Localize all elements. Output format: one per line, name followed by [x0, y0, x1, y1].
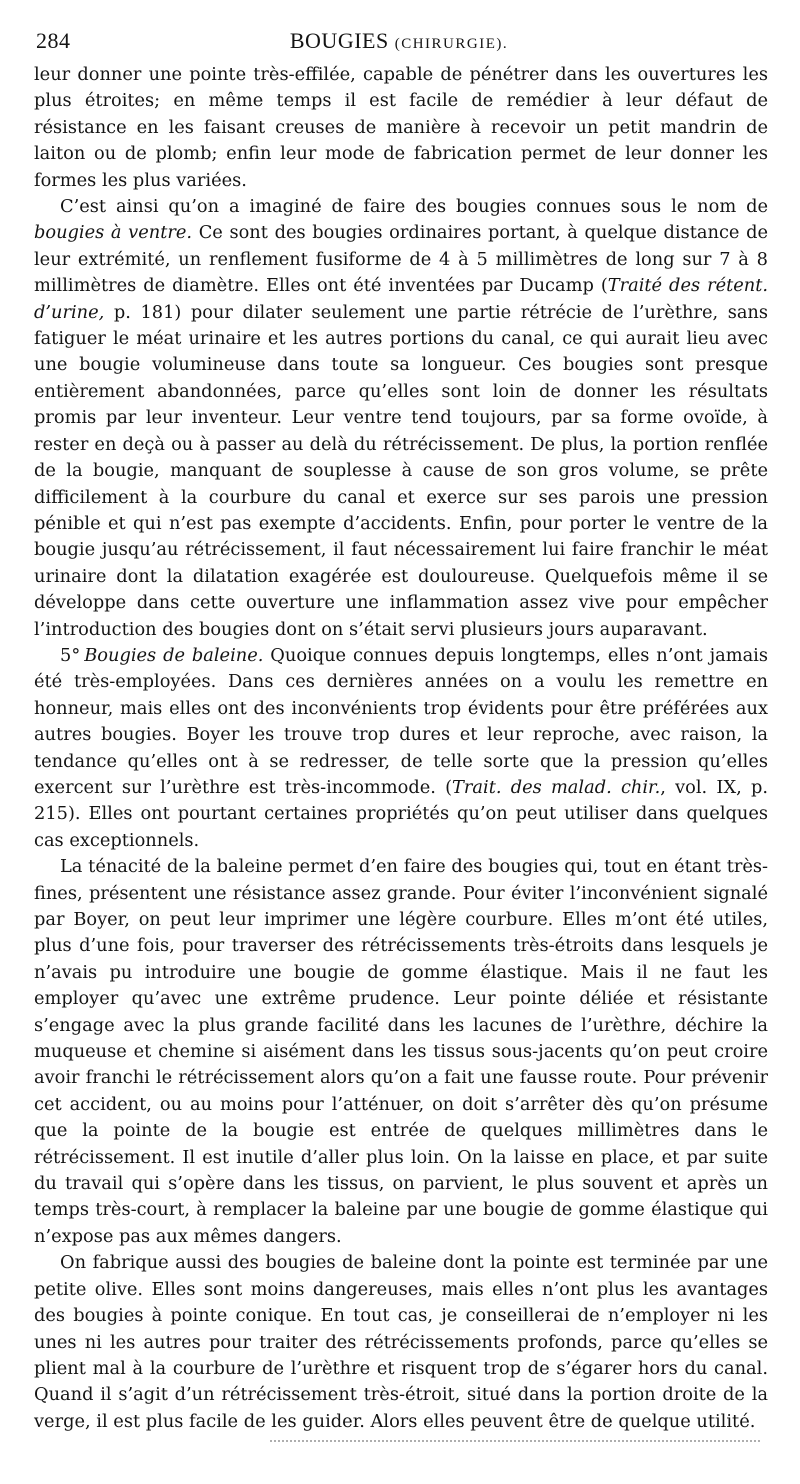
- citation-title: Traité des rétent. d’urine,: [34, 275, 769, 323]
- page-number: 284: [36, 28, 71, 53]
- paragraph-text: Quoique connues depuis longtemps, elles n’ont jamais été très-employées. Dans ces dernières années on a voulu les remettre en honneur, mais elles ont des inconvénients trop évidents pour être préférées aux autres bougies. Boyer les trouve trop dures et leur reproche, avec raison, la tendance qu’elles ont à se redresser, de telle sorte que la pression qu’elles exercent sur l’urèthre est très-incommode. (: [34, 644, 768, 798]
- paragraph-continued: leur donner une pointe très-effilée, capable de pénétrer dans les ouvertures les plus étroites; en même temps il est facile de remédier à leur défaut de résistance en les faisant creuses de manière à recevoir un petit mandrin de laiton ou de plomb; enfin leur mode de fabrication permet de leur donner les formes les plus variées.: [34, 64, 768, 191]
- footer-dotted-rule: [270, 1440, 760, 1442]
- paragraph-text: p. 181) pour dilater seulement une partie rétrécie de l’urèthre, sans fatiguer le méat urinaire et les autres portions du canal, ce qui aurait lieu avec une bougie volumineuse dans toute sa longueur. Ces bougies sont presque entièrement abandonnées, parce qu’elles sont loin de donner les résultats promis par leur inventeur. Leur ventre tend toujours, par sa forme ovoïde, à rester en deçà ou à passer au delà du rétrécissement. De plus, la portion renflée de la bougie, manquant de souplesse à cause de son gros volume, se prête difficilement à la courbure du canal et exerce sur ses parois une pression pénible et qui n’est pas exempte d’accidents. Enfin, pour porter le ventre de la bougie jusqu’au rétrécissement, il faut nécessairement lui faire franchir le méat urinaire dont la dilatation exagérée est douloureuse. Quelquefois même il se développe dans cette ouverture une inflammation assez vive pour empêcher l’introduction des bougies dont on s’était servi plusieurs jours auparavant.: [34, 301, 768, 640]
- running-title-main: BOUGIES: [289, 28, 389, 53]
- section-number: 5°: [60, 644, 81, 666]
- paragraph-text: , vol. IX, p. 215). Elles ont pourtant certaines propriétés qu’on peut utiliser dans quelques cas exceptionnels.: [34, 776, 768, 851]
- paragraph-olive: On fabrique aussi des bougies de baleine dont la pointe est terminée par une petite olive. Elles sont moins dangereuses, mais elles n’ont plus les avantages des bougies à pointe conique. En tout cas, je conseillerai de n’employer ni les unes ni les autres pour traiter des rétrécissements profonds, parce qu’elles se plient mal à la courbure de l’urèthre et risquent trop de s’égarer hors du canal. Quand il s’agit d’un rétrécissement très-étroit, situé dans la portion droite de la verge, il est plus facile de les guider. Alors elles peuvent être de quelque utilité.: [34, 1252, 768, 1432]
- running-title: [36, 28, 762, 54]
- page-header: [36, 28, 762, 64]
- body-text: [34, 62, 768, 1435]
- paragraph-text: Ce sont des bougies ordinaires portant, à quelque distance de leur extrémité, un renflement fusiforme de 4 à 5 millimètres de long sur 7 à 8 millimètres de diamètre. Elles ont été inventées par Ducamp (: [34, 222, 768, 297]
- paragraph-tenacite: La ténacité de la baleine permet d’en faire des bougies qui, tout en étant très-fines, présentent une résistance assez grande. Pour éviter l’inconvénient signalé par Boyer, on peut leur imprimer une légère courbure. Elles m’ont été utiles, plus d’une fois, pour traverser des rétrécissements très-étroits dans lesquels je n’avais pu introduire une bougie de gomme élastique. Mais il ne faut les employer qu’avec une extrême prudence. Leur pointe déliée et résistante s’engage avec la plus grande facilité dans les lacunes de l’urèthre, déchire la muqueuse et chemine si aisément dans les tissus sous-jacents qu’on peut croire avoir franchi le rétrécissement alors qu’on a fait une fausse route. Pour prévenir cet accident, ou au moins pour l’atténuer, on doit s’arrêter dès qu’on présume que la pointe de la bougie est entrée de quelques millimètres dans le rétrécissement. Il est inutile d’aller plus loin. On la laisse en place, et par suite du travail qui s’opère dans les tissus, on parvient, le plus souvent et après un temps très-court, à remplacer la baleine par une bougie de gomme élastique qui n’expose pas aux mêmes dangers.: [34, 856, 768, 1247]
- section-heading: Bougies de baleine.: [84, 644, 264, 666]
- citation-title: Trait. des malad. chir.: [452, 776, 661, 798]
- paragraph-bougies-de-baleine: [34, 643, 768, 854]
- paragraph-bougies-a-ventre: [34, 194, 768, 643]
- paragraph-text: C’est ainsi qu’on a imaginé de faire des bougies connues sous le nom de: [60, 196, 768, 218]
- running-title-sub: (CHIRURGIE).: [394, 36, 509, 52]
- italic-term: bougies à ventre.: [34, 222, 193, 244]
